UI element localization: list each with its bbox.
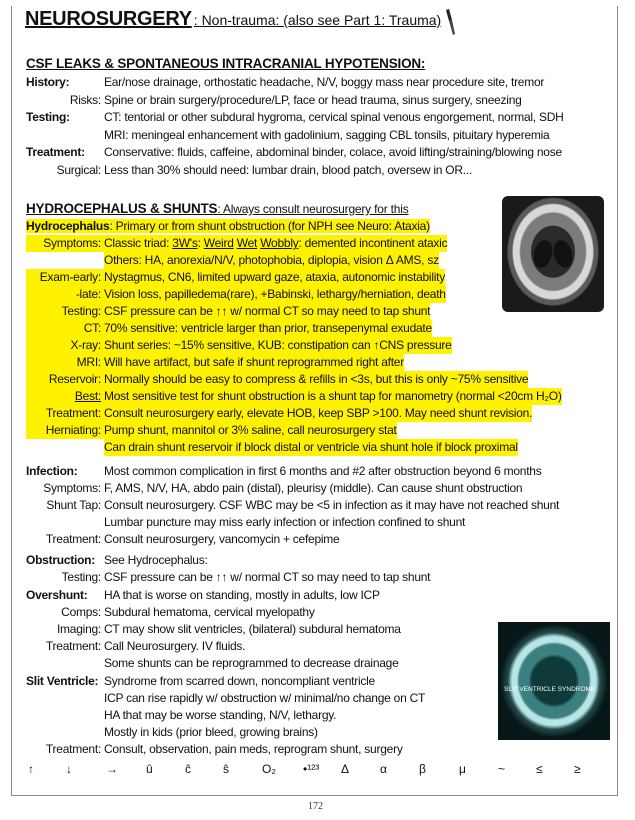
obstruction-text: See Hydrocephalus:	[104, 553, 208, 567]
hydrocephalus-intro	[26, 218, 430, 235]
hydro-text: Normally should be easy to compress & refills in <3s, but this is only ~75% sensitive	[104, 372, 529, 386]
hydro-text: CSF pressure can be ↑↑ w/ normal CT so may need to tap shunt	[104, 304, 431, 318]
hydro-row	[26, 320, 432, 337]
hydro-row	[26, 337, 452, 354]
hydro-label: Exam-early:	[26, 269, 104, 286]
scalpel-icon	[440, 8, 462, 36]
symbol-glyph: β	[419, 762, 426, 776]
hydro-row	[26, 303, 430, 320]
symbol-row	[28, 762, 588, 780]
symbol-glyph: ~	[498, 762, 506, 776]
hydro-text: Consult neurosurgery early, elevate HOB, keep SBP >100. May need shunt revision.	[104, 406, 533, 420]
hydro-label: Treatment:	[26, 405, 104, 422]
overshunt-text: Some shunts can be reprogrammed to decrease drainage	[104, 656, 399, 670]
overshunt-row	[26, 604, 315, 621]
symbol-glyph: O₂	[262, 762, 276, 776]
symbol-glyph: ↑	[28, 762, 34, 776]
slit-ventricle-caption: SLIT VENTRICLE SYNDROME	[504, 686, 596, 693]
csf-label: Testing:	[26, 110, 70, 124]
csf-row	[26, 162, 472, 179]
csf-row	[26, 144, 562, 161]
infection-text: Consult neurosurgery, vancomycin + cefepime	[104, 532, 340, 546]
hydro-label: Herniating:	[26, 422, 104, 439]
overshunt-row	[26, 638, 245, 655]
infection-row	[26, 497, 559, 514]
infection-label: Shunt Tap:	[46, 498, 101, 512]
csf-text: Conservative: fluids, caffeine, abdominal binder, colace, avoid lifting/straining/blowing nose	[104, 145, 562, 159]
hydro-label: CT:	[26, 320, 104, 337]
slit-ventricle-row	[26, 707, 336, 724]
hydro-label: Reservoir:	[26, 371, 104, 388]
title-main: NEUROSURGERY	[25, 8, 192, 30]
overshunt-label: Comps:	[61, 605, 101, 619]
hydro-row	[26, 354, 404, 371]
symbol-glyph: →	[106, 762, 118, 776]
infection-row	[26, 480, 522, 497]
symbol-glyph: •¹²³	[303, 762, 320, 776]
symbol-glyph: μ	[459, 762, 466, 776]
hydro-text: Can drain shunt reservoir if block distal or ventricle via shunt hole if block proximal	[104, 440, 518, 454]
csf-text: Less than 30% should need: lumbar drain, blood patch, oversew in OR...	[104, 162, 473, 177]
symbol-glyph: ↓	[66, 762, 72, 776]
slit-ventricle-text: Consult, observation, pain meds, reprogram shunt, surgery	[104, 742, 403, 756]
csf-label: Risks:	[69, 92, 101, 107]
infection-row	[26, 514, 465, 531]
hydro-text: Shunt series: ~15% sensitive, KUB: constipation can ↑CNS pressure	[104, 338, 452, 352]
csf-text: Ear/nose drainage, orthostatic headache, N/V, boggy mass near procedure site, tremor	[104, 75, 545, 89]
obstruction-row	[26, 569, 430, 586]
page-title	[25, 8, 441, 38]
overshunt-row	[26, 655, 399, 672]
hydro-label: X-ray:	[26, 337, 104, 354]
obstruction-row	[26, 552, 208, 569]
overshunt-row	[26, 621, 401, 638]
hydro-text: Most sensitive test for shunt obstruction is a shunt tap for manometry (normal <20cm H₂O)	[104, 389, 562, 403]
hydro-row	[26, 371, 528, 388]
overshunt-label: Imaging:	[56, 622, 101, 636]
hydro-row	[26, 286, 446, 303]
symptoms-label: Symptoms:	[26, 235, 104, 252]
hydro-note: : Always consult neurosurgery for this	[217, 202, 409, 216]
hydro-label: Best:	[26, 388, 104, 405]
hydrocephalus-label: Hydrocephalus	[26, 219, 110, 233]
infection-text: F, AMS, N/V, HA, abdo pain (distal), pleurisy (middle). Can cause shunt obstruction	[104, 481, 523, 495]
hydro-row	[26, 439, 518, 456]
overshunt-text: Subdural hematoma, cervical myelopathy	[104, 605, 315, 619]
infection-text: Most common complication in first 6 months and #2 after obstruction beyond 6 months	[104, 464, 542, 478]
hydro-text: Pump shunt, mannitol or 3% saline, call neurosurgery stat	[104, 423, 397, 437]
hydro-text: Others: HA, anorexia/N/V, photophobia, diplopia, vision Δ AMS, sz	[104, 253, 439, 267]
csf-row	[26, 74, 544, 91]
hydro-text: Will have artifact, but safe if shunt reprogrammed right after	[104, 355, 404, 369]
csf-label: Treatment:	[26, 145, 85, 159]
csf-row	[26, 92, 522, 109]
csf-row	[26, 109, 564, 126]
title-sub: : Non-trauma: (also see Part 1: Trauma)	[193, 12, 442, 28]
symptoms-text: Classic triad: 3W's: Weird Wet Wobbly: demented incontinent ataxic	[104, 236, 448, 250]
hydrocephalus-intro-text: : Primary or from shunt obstruction (for NPH see Neuro: Ataxia)	[109, 219, 430, 233]
hydro-row	[26, 388, 562, 405]
symbol-glyph: û	[146, 762, 153, 776]
csf-label: Surgical:	[56, 162, 101, 177]
overshunt-text: HA that is worse on standing, mostly in adults, low ICP	[104, 588, 380, 602]
csf-text: CT: tentorial or other subdural hygroma, cervical spinal venous engorgement, normal, SDH	[104, 110, 564, 124]
infection-label: Symptoms:	[43, 481, 101, 495]
overshunt-label: Overshunt:	[26, 588, 88, 602]
slit-ventricle-text: HA that may be worse standing, N/V, lethargy.	[104, 708, 337, 722]
hydro-row	[26, 269, 445, 286]
overshunt-text: CT may show slit ventricles, (bilateral) subdural hematoma	[104, 622, 401, 636]
slit-ventricle-text: Mostly in kids (prior bleed, growing brains)	[104, 725, 318, 739]
ct-scan-hydrocephalus-image	[502, 196, 604, 312]
symbol-glyph: ≤	[536, 762, 543, 776]
hydro-label: MRI:	[26, 354, 104, 371]
symbol-glyph: ≥	[574, 762, 581, 776]
hydro-text: Vision loss, papilledema(rare), +Babinski, lethargy/herniation, death	[104, 287, 446, 301]
slit-ventricle-label: Treatment:	[45, 742, 101, 756]
infection-text: Lumbar puncture may miss early infection or infection confined to shunt	[104, 515, 466, 529]
overshunt-text: Call Neurosurgery. IV fluids.	[104, 639, 246, 653]
hydro-row	[26, 405, 532, 422]
hydro-text: Nystagmus, CN6, limited upward gaze, ataxia, autonomic instability	[104, 270, 445, 284]
slit-ventricle-row	[26, 741, 403, 758]
csf-text: Spine or brain surgery/procedure/LP, face or head trauma, sinus surgery, sneezing	[104, 92, 522, 107]
slit-ventricle-text: Syndrome from scarred down, noncompliant ventricle	[104, 674, 375, 688]
slit-ventricle-text: ICP can rise rapidly w/ obstruction w/ minimal/no change on CT	[104, 691, 426, 705]
infection-label: Treatment:	[45, 532, 101, 546]
hydro-row	[26, 422, 397, 439]
obstruction-label: Testing:	[61, 570, 101, 584]
infection-label: Infection:	[26, 464, 78, 478]
infection-row	[26, 531, 339, 548]
symptoms-row	[26, 235, 447, 252]
hydro-text: 70% sensitive: ventricle larger than prior, transepenymal exudate	[104, 321, 432, 335]
symbol-glyph: Δ	[341, 762, 350, 776]
slit-ventricle-row	[26, 673, 375, 690]
slit-ventricle-label: Slit Ventricle:	[26, 674, 99, 688]
obstruction-label: Obstruction:	[26, 553, 95, 567]
infection-text: Consult neurosurgery. CSF WBC may be <5 in infection as it may have not reached shunt	[104, 498, 560, 512]
hydro-label: -late:	[26, 286, 104, 303]
hydro-row	[26, 252, 439, 269]
csf-row	[26, 127, 549, 144]
obstruction-text: CSF pressure can be ↑↑ w/ normal CT so may need to tap shunt	[104, 570, 431, 584]
hydro-label: Testing:	[26, 303, 104, 320]
ct-scan-slit-ventricle-image	[498, 622, 610, 740]
csf-heading: CSF LEAKS & SPONTANEOUS INTRACRANIAL HYPOTENSION:	[26, 56, 426, 71]
hydro-heading-text: HYDROCEPHALUS & SHUNTS	[26, 201, 218, 216]
symbol-glyph: ŝ	[223, 762, 229, 776]
slit-ventricle-row	[26, 724, 318, 741]
page-number: 172	[308, 801, 323, 812]
symbol-glyph: ĉ	[185, 762, 191, 776]
symbol-glyph: α	[380, 762, 387, 776]
overshunt-label: Treatment:	[45, 639, 101, 653]
infection-row	[26, 463, 541, 480]
csf-label: History:	[26, 75, 70, 89]
overshunt-row	[26, 587, 380, 604]
slit-ventricle-row	[26, 690, 425, 707]
csf-text: MRI: meningeal enhancement with gadolinium, sagging CBL tonsils, pituitary hyperemia	[104, 127, 550, 142]
hydro-heading	[26, 201, 409, 216]
